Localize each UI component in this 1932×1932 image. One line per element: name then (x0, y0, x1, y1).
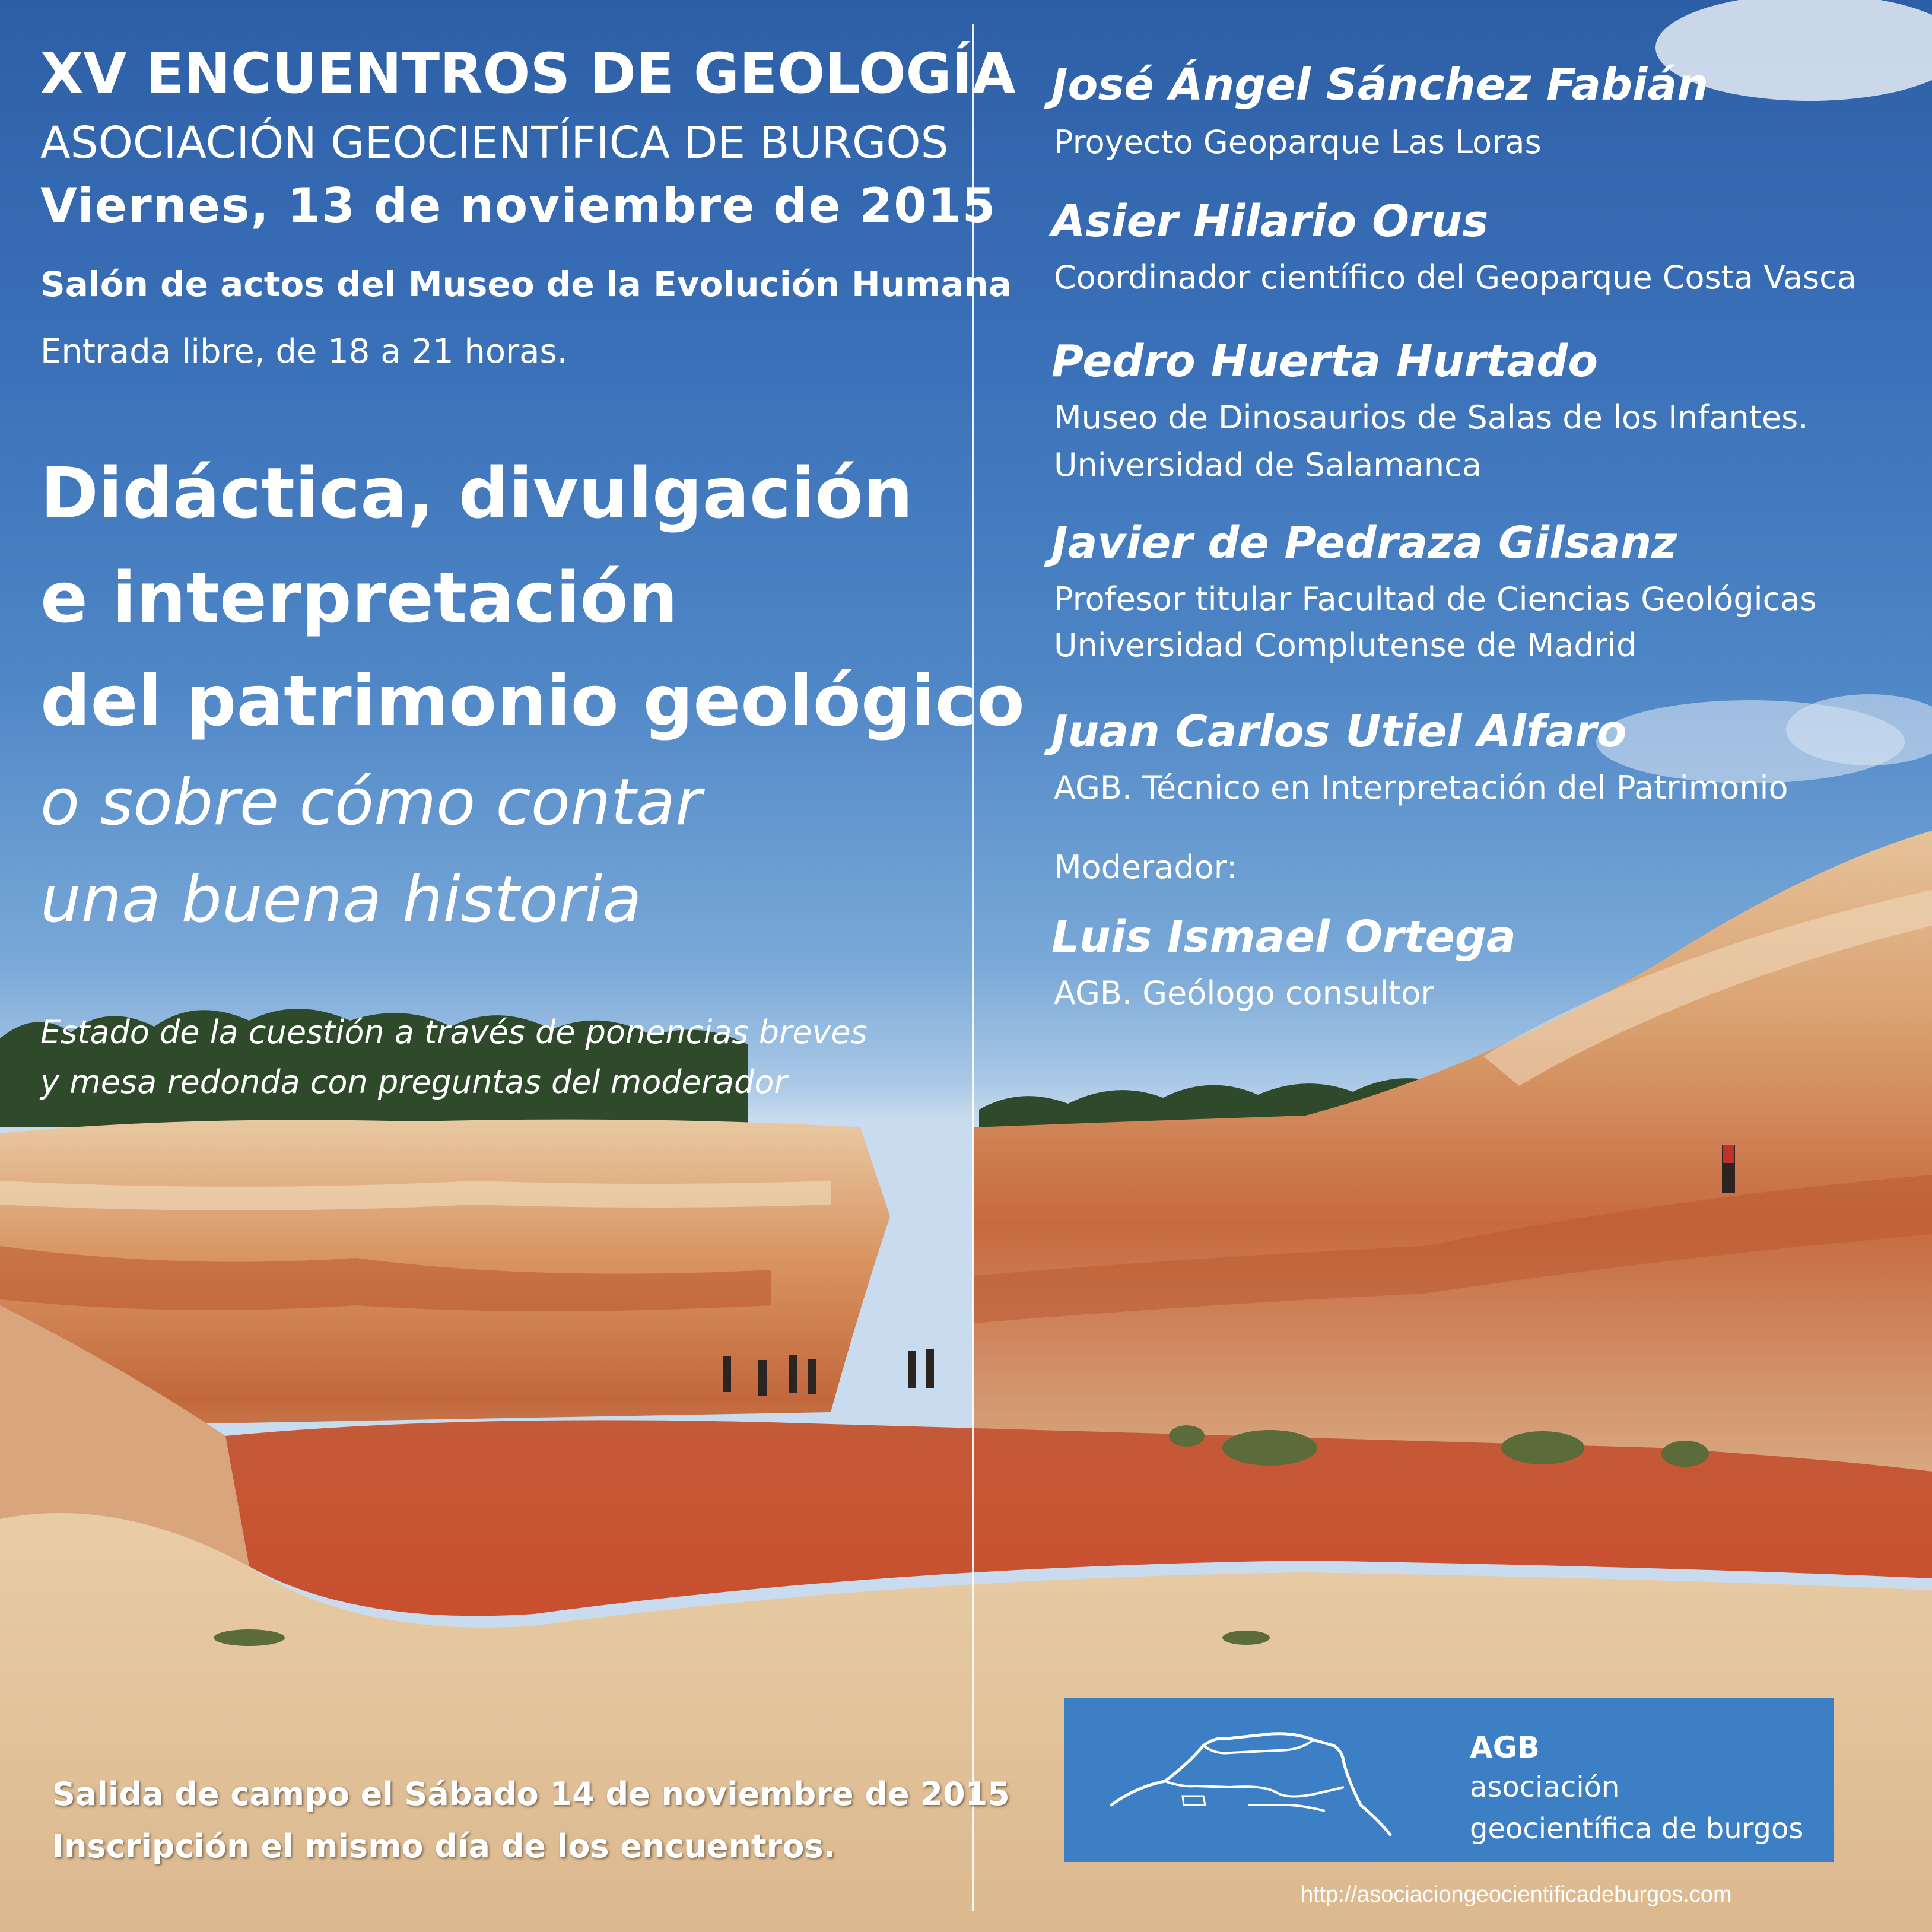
speaker-role: Profesor titular Facultad de Ciencias Geológicas (1054, 580, 1817, 618)
entry-info: Entrada libre, de 18 a 21 horas. (40, 332, 568, 371)
column-divider (972, 24, 974, 1911)
speaker-name: Juan Carlos Utiel Alfaro (1051, 706, 1627, 757)
organization-name: ASOCIACIÓN GEOCIENTÍFICA DE BURGOS (40, 117, 949, 169)
logo-text-line: geocientífica de burgos (1470, 1812, 1804, 1845)
speaker-role: Museo de Dinosaurios de Salas de los Infantes. (1054, 399, 1809, 436)
moderator-role: AGB. Geólogo consultor (1054, 974, 1434, 1012)
event-title: XV ENCUENTROS DE GEOLOGÍA (40, 42, 1016, 106)
logo-text-line: asociación (1470, 1771, 1620, 1804)
event-date: Viernes, 13 de noviembre de 2015 (40, 178, 997, 233)
speaker-name: José Ángel Sánchez Fabián (1051, 59, 1709, 110)
agb-logo-box (1064, 1698, 1834, 1862)
website-link[interactable]: http://asociaciongeocientificadeburgos.com (1301, 1882, 1732, 1907)
mesa-outline-icon (1100, 1716, 1408, 1847)
venue: Salón de actos del Museo de la Evolución Humana (40, 264, 1012, 304)
subheadline-line: o sobre cómo contar (40, 765, 702, 840)
moderator-name: Luis Ismael Ortega (1051, 911, 1516, 962)
headline-line: Didáctica, divulgación (40, 452, 913, 534)
headline-line: del patrimonio geológico (40, 660, 1025, 742)
cloud-shapes (1596, 0, 1932, 783)
subheadline-line: una buena historia (40, 863, 642, 937)
speaker-role: Proyecto Geoparque Las Loras (1054, 123, 1542, 161)
speaker-role: AGB. Técnico en Interpretación del Patrimonio (1054, 769, 1788, 806)
description-line: Estado de la cuestión a través de ponencias breves (40, 1013, 868, 1051)
logo-acronym: AGB (1470, 1730, 1540, 1765)
speaker-role: Universidad Complutense de Madrid (1054, 627, 1637, 664)
field-trip-line: Inscripción el mismo día de los encuentros. (52, 1828, 836, 1865)
speaker-name: Asier Hilario Orus (1051, 196, 1489, 247)
headline-line: e interpretación (40, 557, 678, 638)
description-line: y mesa redonda con preguntas del moderador (40, 1063, 787, 1101)
field-trip-line: Salida de campo el Sábado 14 de noviembre de 2015 (52, 1775, 1010, 1813)
speaker-name: Javier de Pedraza Gilsanz (1051, 517, 1677, 568)
speaker-role: Universidad de Salamanca (1054, 446, 1482, 484)
speaker-name: Pedro Huerta Hurtado (1051, 336, 1599, 387)
speaker-role: Coordinador científico del Geoparque Costa Vasca (1054, 259, 1857, 296)
moderator-label: Moderador: (1054, 849, 1238, 886)
